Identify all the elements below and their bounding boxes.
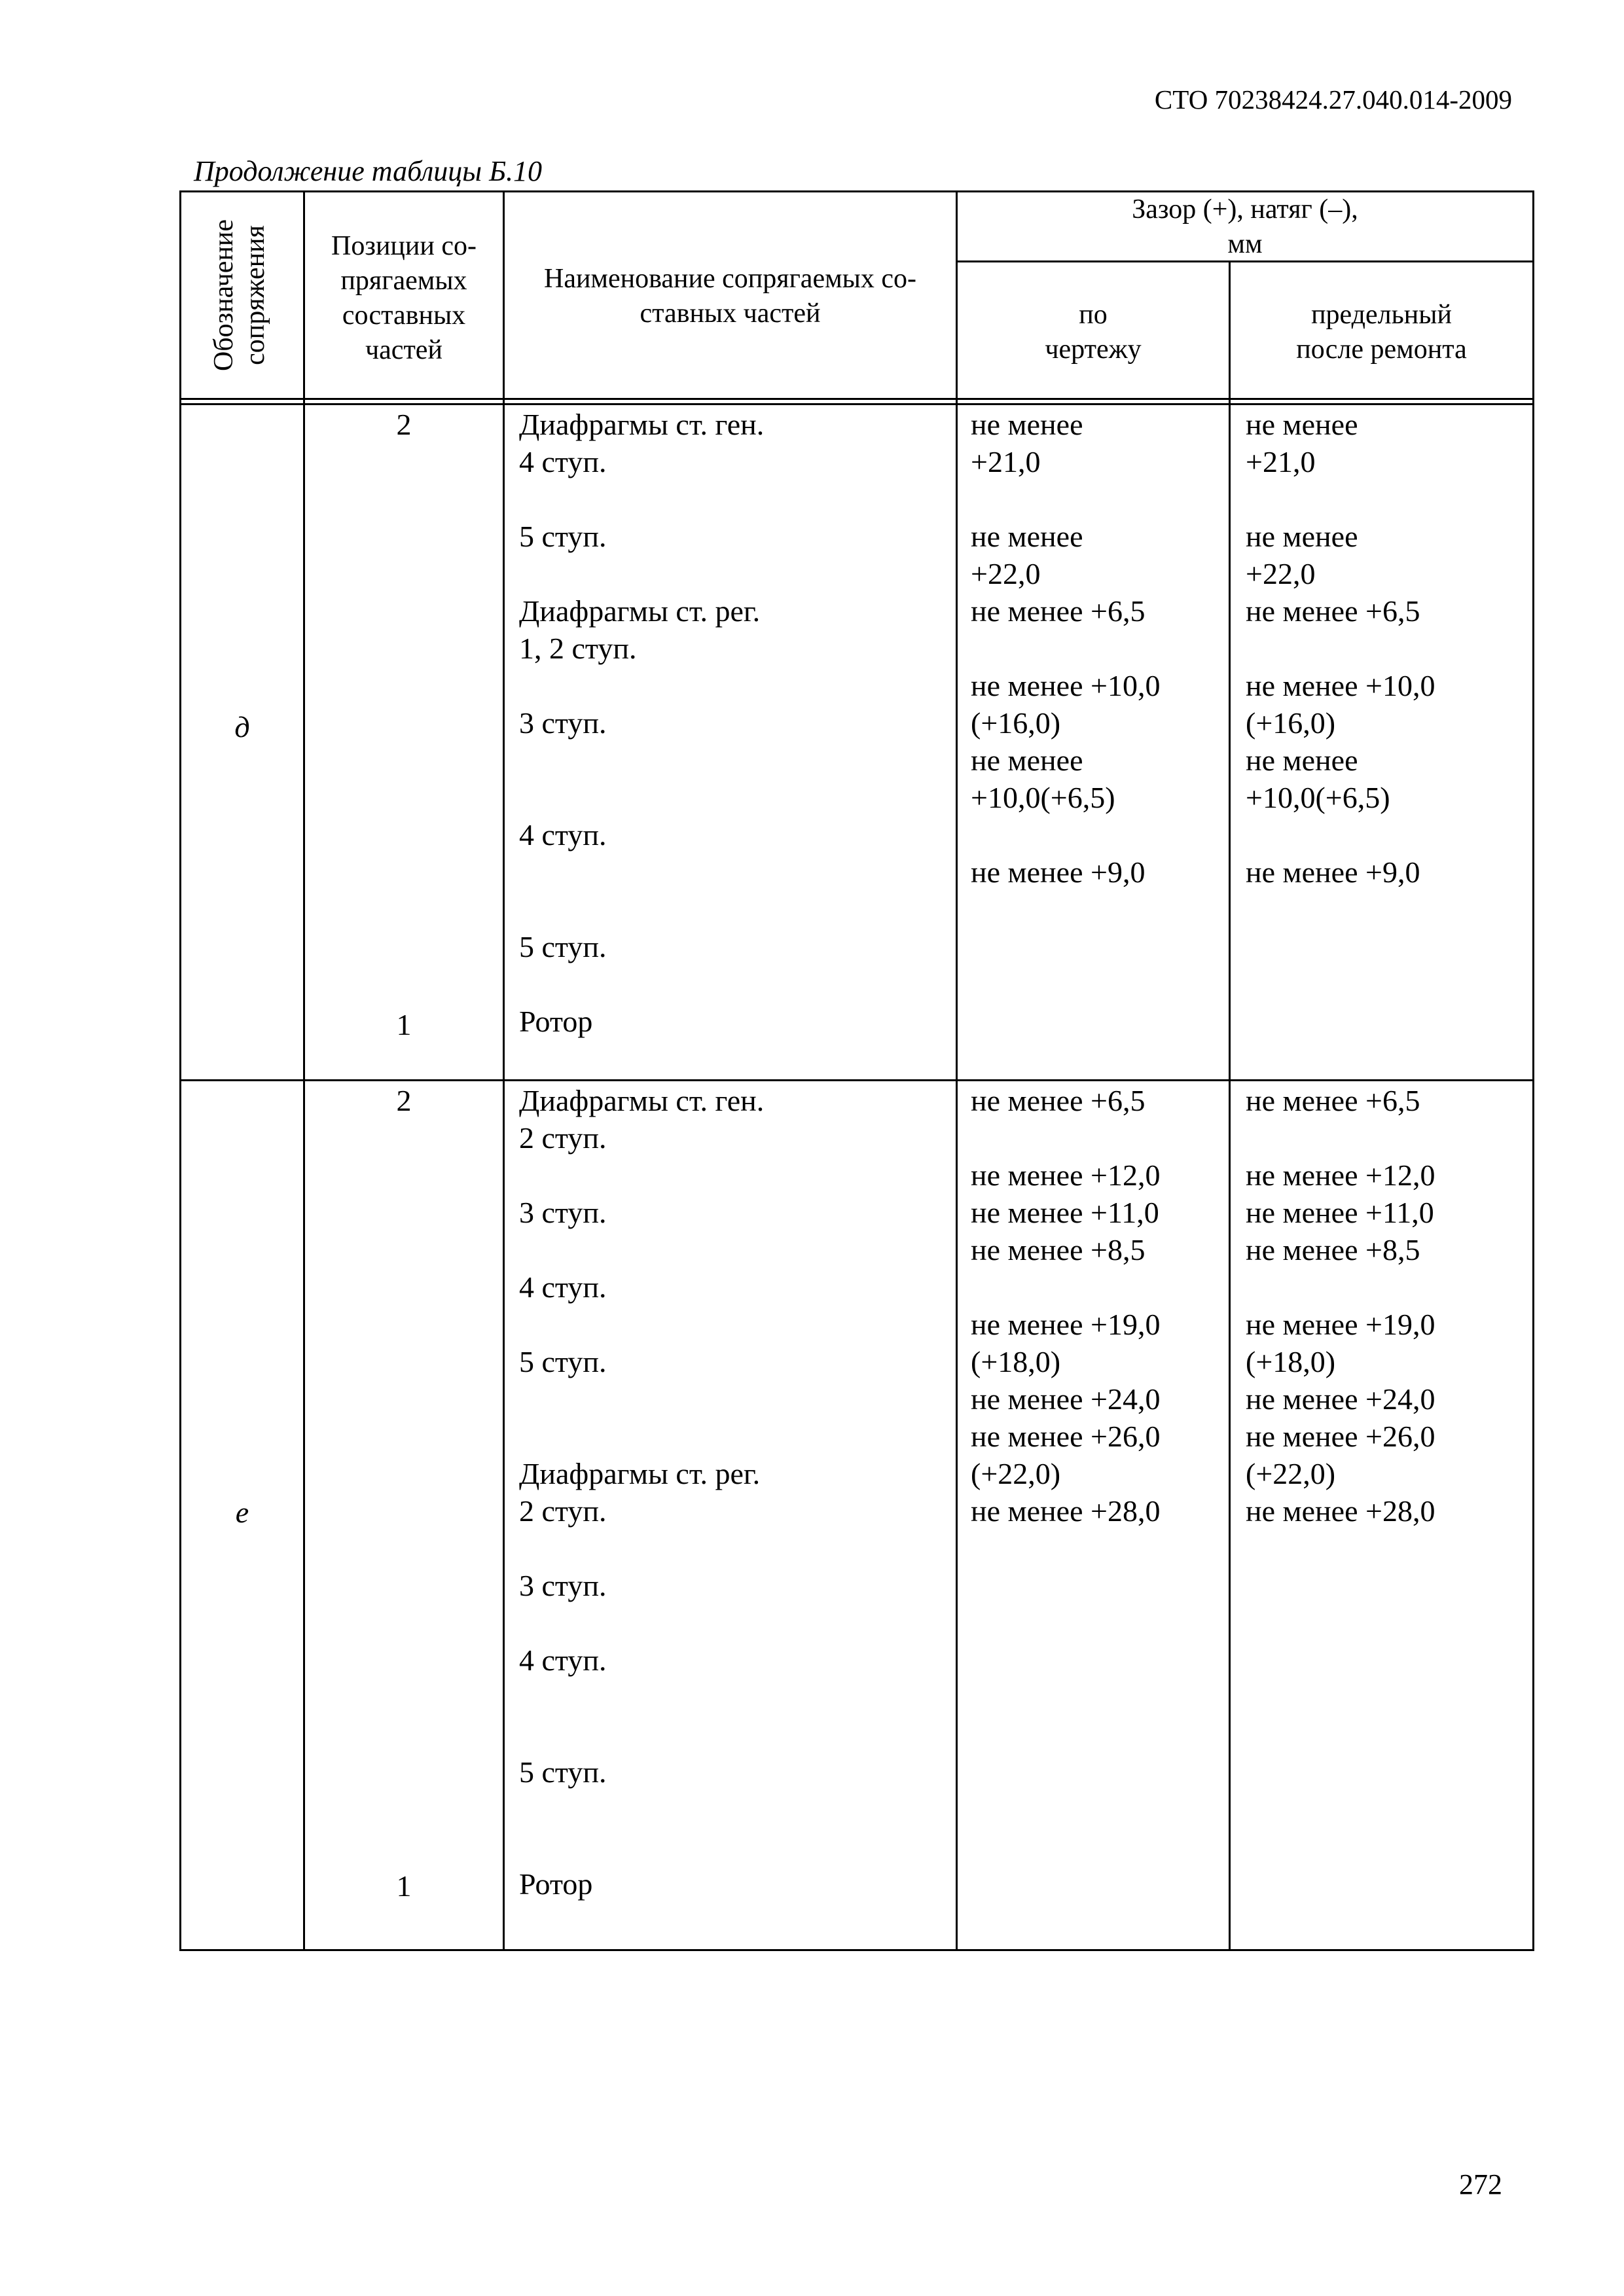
row-gap-limit: не менее +6,5 не менее +12,0 не менее +11,0 не менее +8,5 не менее +19,0 (+18,0) не менее +24,0 не менее +26,0 (+22,0) не менее +28,0 [1246,1084,1435,1528]
header-name: Наименование сопрягаемых со- ставных частей [543,264,917,329]
row-part-names: Диафрагмы ст. ген. 2 ступ. 3 ступ. 4 ступ. 5 ступ. Диафрагмы ст. рег. 2 ступ. 3 ступ. 4 ступ. 5 ступ. Ротор [519,1084,765,1901]
header-positions: Позиции со- прягаемых составных частей [331,231,477,365]
table-border-bottom [179,1949,1534,1951]
row-position-top: 2 [396,408,412,441]
row-position-top: 2 [396,1084,412,1117]
header-gap-group: Зазор (+), натяг (–), мм [1132,194,1358,259]
row-gap-by-drawing: не менее +21,0 не менее +22,0 не менее +6,5 не менее +10,0 (+16,0) не менее +10,0(+6,5) не менее +9,0 [971,408,1161,889]
header-by-drawing: по чертежу [1045,300,1142,365]
col-divider-1 [303,190,305,1951]
header-limit-after-repair: предельный после ремонта [1296,300,1467,365]
row-divider [179,1079,1534,1081]
document-code: СТО 70238424.27.040.014-2009 [1154,84,1512,115]
header-bottom-line-double [179,403,1534,405]
table-caption: Продолжение таблицы Б.10 [194,155,543,187]
row-position-bottom: 1 [396,1869,412,1903]
row-part-names: Диафрагмы ст. ген. 4 ступ. 5 ступ. Диафрагмы ст. рег. 1, 2 ступ. 3 ступ. 4 ступ. 5 ступ. Ротор [519,408,765,1038]
table-border-right [1532,190,1534,1951]
row-designation: е [235,1496,249,1529]
header-designation: Обозначение сопряжения [209,219,270,372]
row-position-bottom: 1 [396,1008,412,1041]
col-divider-3 [956,190,958,1951]
col-divider-2 [503,190,505,1951]
row-designation: д [234,710,250,744]
table-border-left [179,190,181,1951]
page-number: 272 [1459,2168,1502,2200]
row-gap-by-drawing: не менее +6,5 не менее +12,0 не менее +11,0 не менее +8,5 не менее +19,0 (+18,0) не менее +24,0 не менее +26,0 (+22,0) не менее +28,0 [971,1084,1161,1528]
row-gap-limit: не менее +21,0 не менее +22,0 не менее +6,5 не менее +10,0 (+16,0) не менее +10,0(+6,5) не менее +9,0 [1246,408,1435,889]
col-divider-4 [1229,260,1231,1951]
header-bottom-line [179,398,1534,400]
